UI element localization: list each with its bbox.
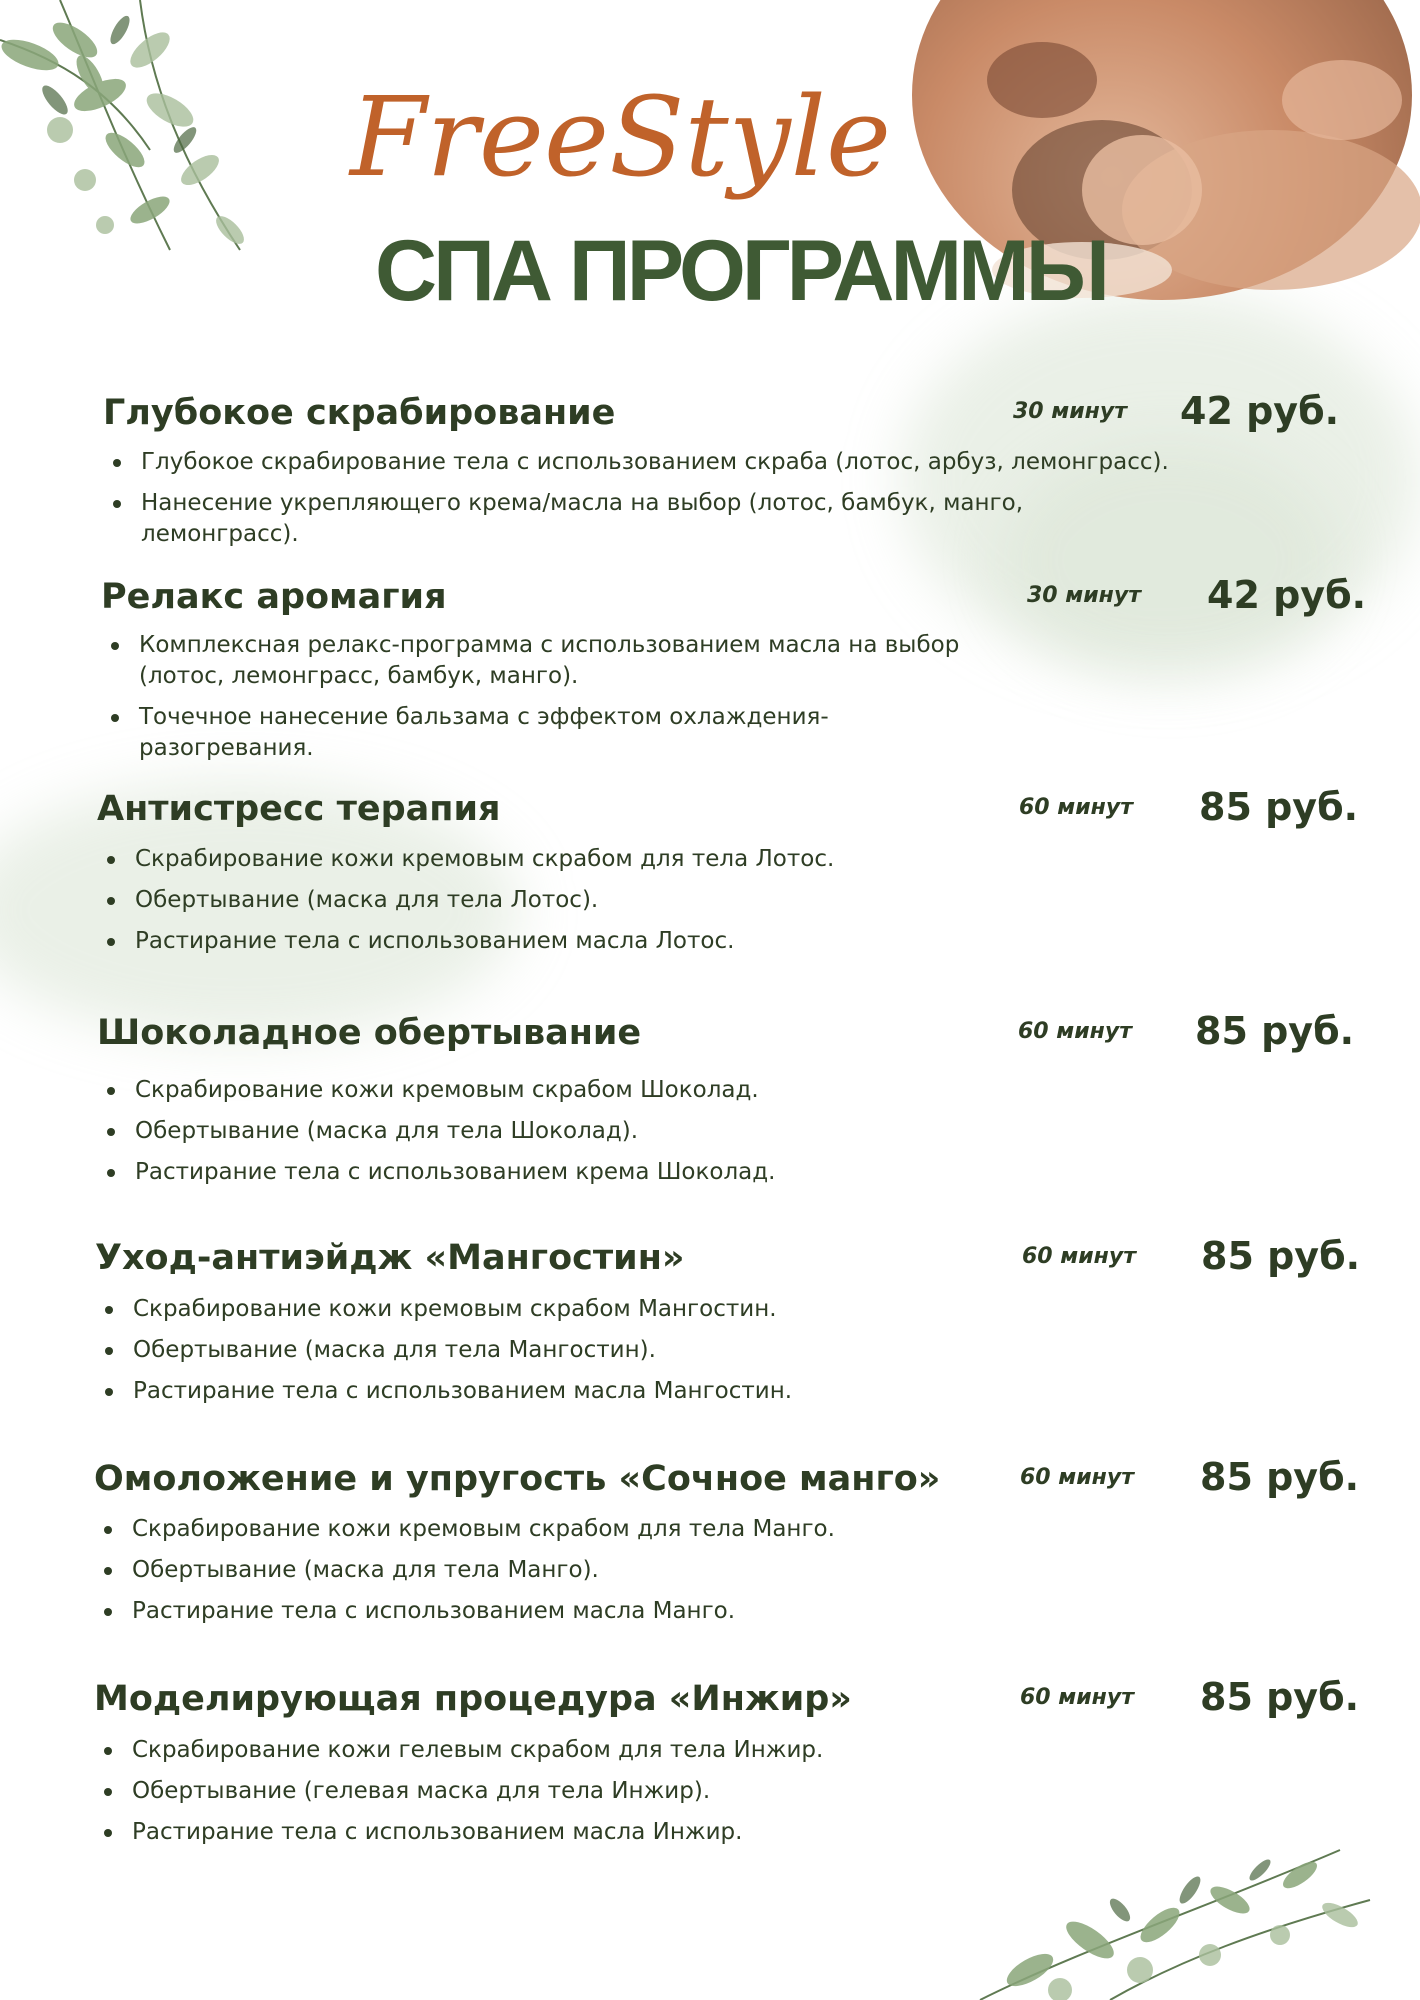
program-item: Обертывание (маска для тела Шоколад). — [97, 1116, 1097, 1147]
program-item: Обертывание (маска для тела Мангостин). — [95, 1335, 1095, 1366]
program-title: Шоколадное обертывание — [97, 1013, 642, 1053]
program-duration: 60 минут — [1022, 1244, 1136, 1269]
program-price: 85 руб. — [1200, 1455, 1360, 1499]
program-item: Обертывание (маска для тела Лотос). — [97, 885, 1097, 916]
program-block — [103, 389, 1343, 547]
program-item: Растирание тела с использованием крема Шоколад. — [97, 1157, 1097, 1188]
program-item: Растирание тела с использованием масла Инжир. — [94, 1817, 1094, 1848]
program-items — [94, 1735, 1094, 1848]
program-items — [103, 447, 1183, 550]
brand-script-text: FreeStyle — [350, 73, 892, 201]
program-price: 85 руб. — [1195, 1009, 1355, 1053]
eucalyptus-leaves-icon — [0, 0, 270, 270]
program-item: Растирание тела с использованием масла Лотос. — [97, 926, 1097, 957]
program-item: Скрабирование кожи кремовым скрабом Мангостин. — [95, 1294, 1095, 1325]
program-price: 85 руб. — [1199, 785, 1359, 829]
program-item: Точечное нанесение бальзама с эффектом охлаждения-разогревания. — [101, 702, 981, 764]
program-duration: 30 минут — [1013, 399, 1127, 424]
program-title: Антистресс терапия — [97, 789, 501, 829]
program-price: 42 руб. — [1180, 389, 1340, 433]
program-block — [97, 1009, 1355, 1185]
program-block — [94, 1675, 1360, 1849]
program-block — [101, 573, 1367, 761]
program-duration: 30 минут — [1027, 583, 1141, 608]
program-item: Обертывание (маска для тела Манго). — [94, 1555, 1094, 1586]
program-duration: 60 минут — [1019, 795, 1133, 820]
program-duration: 60 минут — [1020, 1685, 1134, 1710]
program-item: Нанесение укрепляющего крема/масла на выбор (лотос, бамбук, манго, лемонграсс). — [103, 488, 1183, 550]
program-items — [97, 1075, 1097, 1188]
program-item: Обертывание (гелевая маска для тела Инжир). — [94, 1776, 1094, 1807]
program-title: Релакс аромагия — [101, 577, 447, 617]
program-title: Глубокое скрабирование — [103, 393, 616, 433]
brand-script-logo — [340, 50, 892, 240]
program-items — [95, 1294, 1095, 1407]
program-item: Комплексная релакс-программа с использованием масла на выбор (лотос, лемонграсс, бамбук, манго). — [101, 630, 981, 692]
program-block — [94, 1455, 1360, 1629]
program-items — [97, 844, 1097, 957]
program-title: Омоложение и упругость «Сочное манго» — [94, 1459, 941, 1499]
program-duration: 60 минут — [1018, 1019, 1132, 1044]
program-title: Моделирующая процедура «Инжир» — [94, 1679, 852, 1719]
program-items — [94, 1514, 1094, 1627]
program-item: Скрабирование кожи кремовым скрабом для тела Манго. — [94, 1514, 1094, 1545]
program-block — [95, 1234, 1361, 1408]
program-price: 42 руб. — [1207, 573, 1367, 617]
page-title: СПА ПРОГРАММЫ — [375, 223, 1106, 319]
program-items — [101, 630, 981, 764]
program-title: Уход-антиэйдж «Мангостин» — [95, 1238, 685, 1278]
program-item: Скрабирование кожи кремовым скрабом Шоколад. — [97, 1075, 1097, 1106]
program-item: Скрабирование кожи кремовым скрабом для тела Лотос. — [97, 844, 1097, 875]
program-price: 85 руб. — [1200, 1675, 1360, 1719]
program-item: Растирание тела с использованием масла Мангостин. — [95, 1376, 1095, 1407]
eucalyptus-leaves-icon — [960, 1830, 1380, 2000]
program-item: Растирание тела с использованием масла Манго. — [94, 1596, 1094, 1627]
program-duration: 60 минут — [1020, 1465, 1134, 1490]
program-block — [97, 785, 1359, 959]
program-price: 85 руб. — [1201, 1234, 1361, 1278]
program-item: Глубокое скрабирование тела с использованием скраба (лотос, арбуз, лемонграсс). — [103, 447, 1183, 478]
program-item: Скрабирование кожи гелевым скрабом для тела Инжир. — [94, 1735, 1094, 1766]
